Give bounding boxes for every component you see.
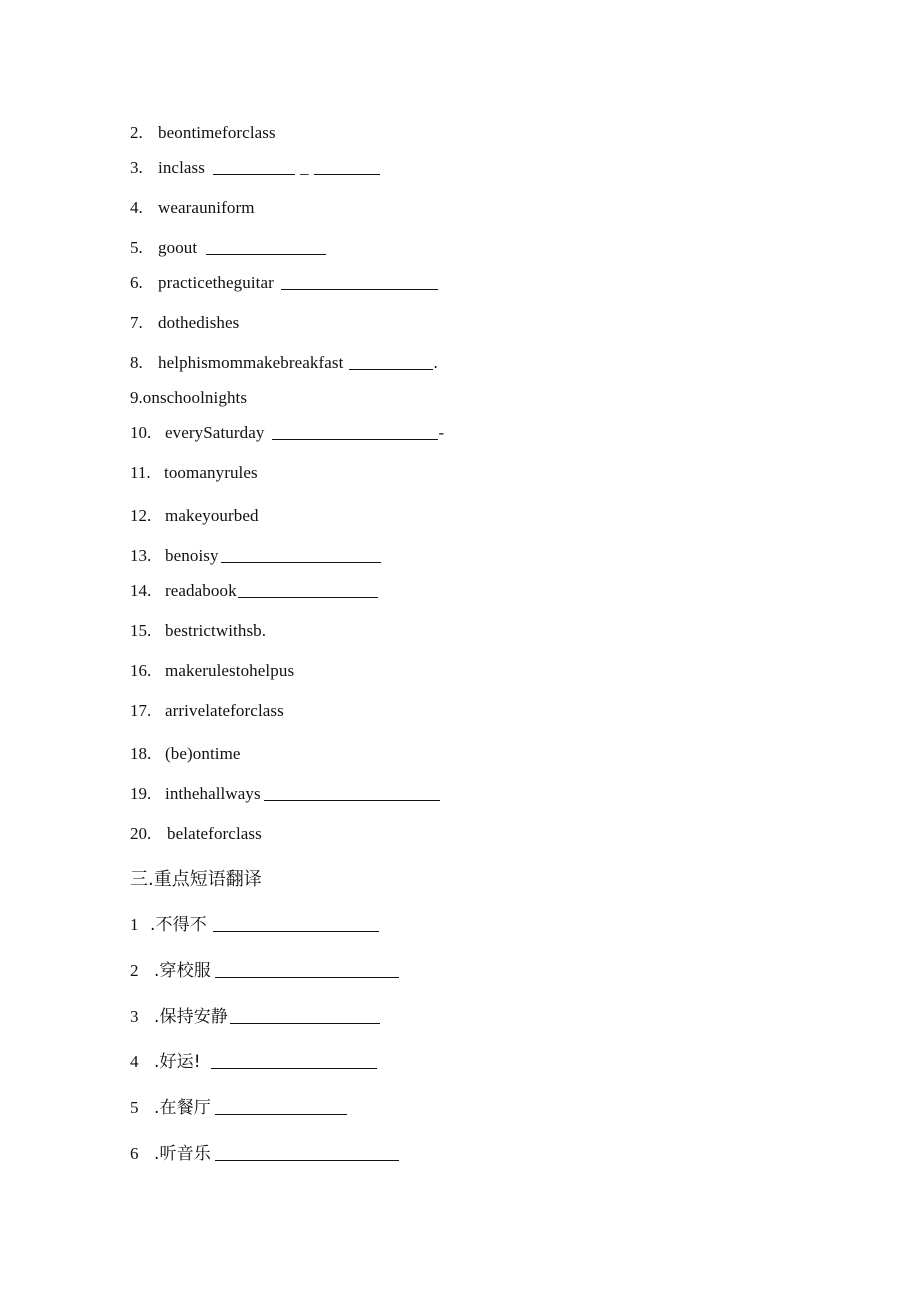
translation-text: .保持安静 <box>154 1007 228 1027</box>
phrase-text: onschoolnights <box>142 388 248 407</box>
answer-blank[interactable] <box>349 368 433 370</box>
phrase-item-2 <box>130 123 276 143</box>
phrase-item-3 <box>130 158 380 178</box>
item-number: 10. <box>130 423 152 442</box>
item-number: 13. <box>130 546 152 565</box>
phrase-text: helphismommakebreakfast <box>158 353 344 372</box>
item-number: 3. <box>130 158 143 177</box>
item-number: 4 <box>130 1052 139 1071</box>
translation-text: .好运! <box>154 1052 201 1072</box>
translation-text: .在餐厅 <box>154 1098 211 1118</box>
phrase-item-17 <box>130 701 284 721</box>
item-number: 19. <box>130 784 152 803</box>
translation-text: .不得不 <box>150 915 207 935</box>
item-number: 5. <box>130 238 143 257</box>
phrase-text: makeyourbed <box>165 506 259 525</box>
item-number: 3 <box>130 1007 139 1026</box>
item-number: 5 <box>130 1098 139 1117</box>
phrase-item-18 <box>130 744 241 764</box>
phrase-text: wearauniform <box>158 198 255 217</box>
blank-separator: _ <box>299 158 309 177</box>
phrase-text: toomanyrules <box>164 463 258 482</box>
phrase-text: everySaturday <box>165 423 265 442</box>
answer-blank[interactable] <box>264 799 440 801</box>
item-number: 6 <box>130 1144 139 1163</box>
answer-blank[interactable] <box>281 288 438 290</box>
item-number: 12. <box>130 506 152 525</box>
item-number: 20. <box>130 824 152 843</box>
translation-text: .穿校服 <box>154 961 211 981</box>
translation-item-4 <box>130 1052 377 1072</box>
trailing-mark: . <box>433 353 438 372</box>
phrase-text: inthehallways <box>165 784 261 803</box>
answer-blank[interactable] <box>238 596 378 598</box>
trailing-mark: - <box>438 423 445 442</box>
item-number: 11. <box>130 463 151 482</box>
answer-blank[interactable] <box>206 253 326 255</box>
phrase-item-8 <box>130 353 438 373</box>
answer-blank[interactable] <box>221 561 381 563</box>
item-number: 8. <box>130 353 143 372</box>
phrase-item-19 <box>130 784 440 804</box>
item-number: 2. <box>130 123 143 142</box>
item-number: 18. <box>130 744 152 763</box>
phrase-item-4 <box>130 198 255 218</box>
translation-item-2 <box>130 961 399 981</box>
phrase-text: readabook <box>165 581 237 600</box>
phrase-text: practicetheguitar <box>158 273 274 292</box>
phrase-item-5 <box>130 238 326 258</box>
answer-blank[interactable] <box>215 1159 399 1161</box>
answer-blank[interactable] <box>211 1067 377 1069</box>
phrase-text: goout <box>158 238 198 257</box>
item-number: 16. <box>130 661 152 680</box>
translation-item-3 <box>130 1007 380 1027</box>
item-number: 15. <box>130 621 152 640</box>
phrase-item-7 <box>130 313 239 333</box>
phrase-item-9 <box>130 388 247 408</box>
phrase-text: (be)ontime <box>165 744 241 763</box>
phrase-text: dothedishes <box>158 313 240 332</box>
phrase-text: makerulestohelpus <box>165 661 295 680</box>
phrase-item-13 <box>130 546 381 566</box>
phrase-item-6 <box>130 273 438 293</box>
item-number: 7. <box>130 313 143 332</box>
translation-text: .听音乐 <box>154 1144 211 1164</box>
answer-blank[interactable] <box>213 930 379 932</box>
phrase-item-15 <box>130 621 266 641</box>
phrase-text: benoisy <box>165 546 219 565</box>
phrase-text: bestrictwithsb. <box>165 621 267 640</box>
phrase-text: inclass <box>158 158 205 177</box>
translation-item-1 <box>130 915 379 935</box>
item-number: 14. <box>130 581 152 600</box>
item-number: 2 <box>130 961 139 980</box>
answer-blank[interactable] <box>230 1022 380 1024</box>
answer-blank[interactable] <box>213 173 295 175</box>
translation-item-5 <box>130 1098 347 1118</box>
phrase-text: arrivelateforclass <box>165 701 284 720</box>
item-number: 1 <box>130 915 139 934</box>
phrase-item-10 <box>130 423 444 443</box>
answer-blank[interactable] <box>215 1113 347 1115</box>
item-number: 17. <box>130 701 152 720</box>
translation-item-6 <box>130 1144 399 1164</box>
phrase-item-14 <box>130 581 378 601</box>
phrase-text: belateforclass <box>167 824 262 843</box>
answer-blank[interactable] <box>314 173 380 175</box>
phrase-item-12 <box>130 506 259 526</box>
answer-blank[interactable] <box>272 438 438 440</box>
phrase-item-16 <box>130 661 294 681</box>
item-number: 6. <box>130 273 143 292</box>
phrase-item-11 <box>130 463 258 483</box>
item-number: 4. <box>130 198 143 217</box>
phrase-text: beontimeforclass <box>158 123 276 142</box>
section-heading: 三.重点短语翻译 <box>130 869 262 890</box>
phrase-item-20 <box>130 824 262 844</box>
answer-blank[interactable] <box>215 976 399 978</box>
item-number: 9. <box>130 388 143 407</box>
